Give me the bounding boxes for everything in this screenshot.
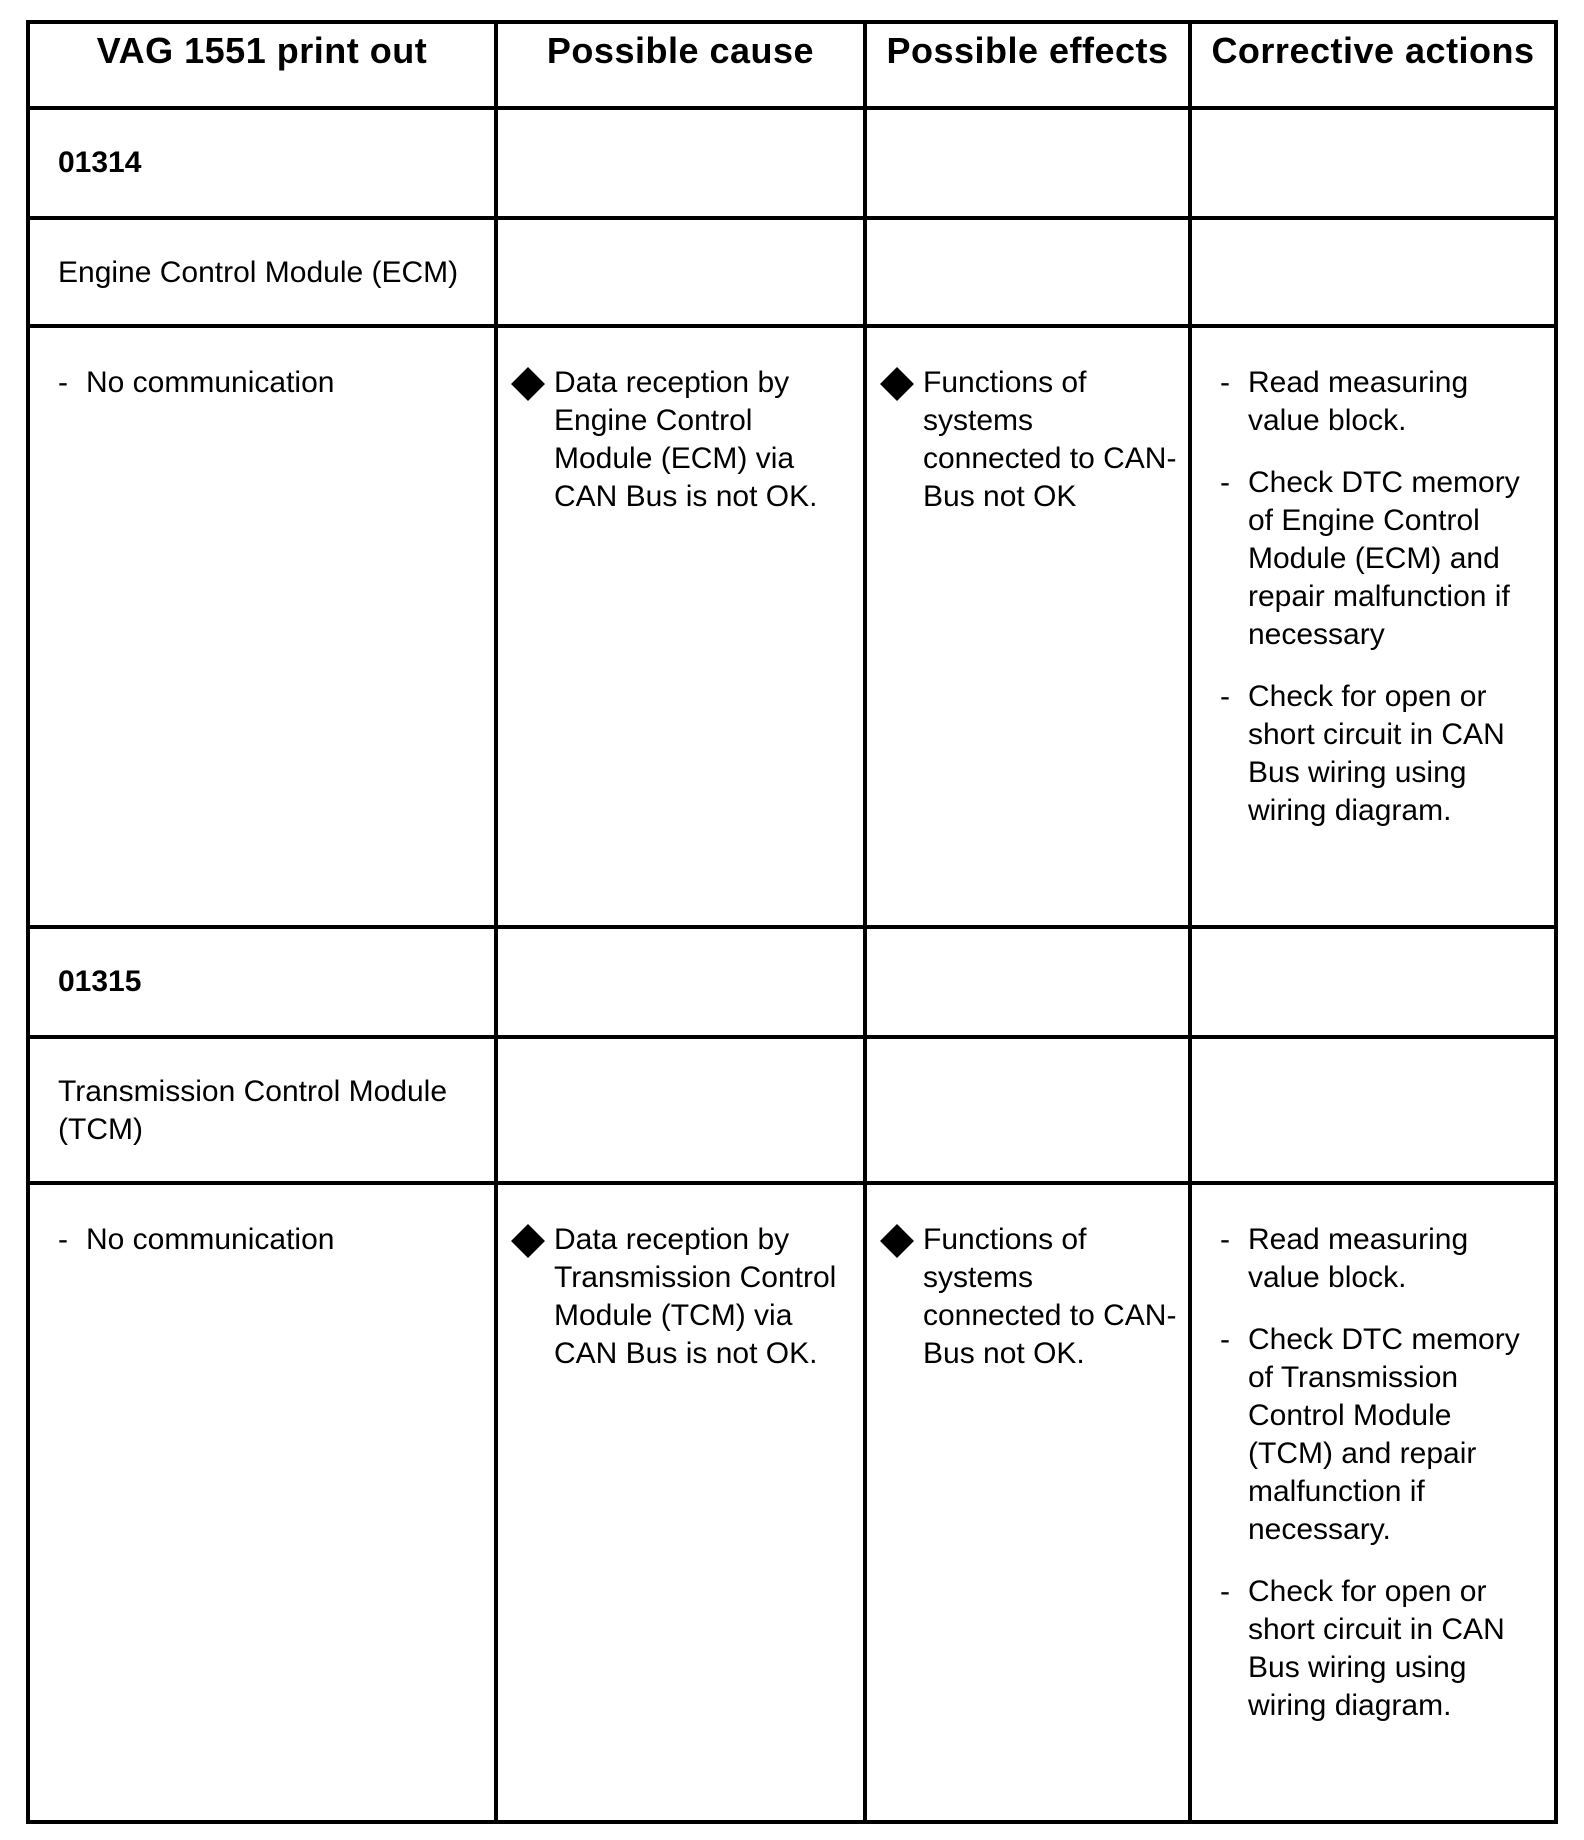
dtc-table bbox=[26, 20, 1558, 1824]
code-row bbox=[28, 108, 1556, 218]
dtc-code: 01314 bbox=[28, 108, 496, 218]
diamond-bullet-icon bbox=[880, 367, 914, 401]
action-item: - Check for open or short circuit in CAN Bus wiring using wiring diagram. bbox=[1220, 1575, 1505, 1722]
header-corrective-actions: Corrective actions bbox=[1190, 22, 1556, 108]
detail-row bbox=[28, 326, 1556, 927]
actions-cell bbox=[1190, 326, 1556, 927]
symptom-text: No communication bbox=[86, 366, 335, 399]
cause-cell bbox=[496, 326, 865, 927]
module-name: Engine Control Module (ECM) bbox=[28, 218, 496, 326]
module-row bbox=[28, 218, 1556, 326]
detail-row bbox=[28, 1183, 1556, 1822]
header-possible-cause: Possible cause bbox=[496, 22, 865, 108]
dtc-code: 01315 bbox=[28, 927, 496, 1037]
action-item: - Check DTC memory of Engine Control Module (ECM) and repair malfunction if necessary bbox=[1220, 466, 1520, 651]
action-item: - Read measuring value block. bbox=[1220, 1223, 1469, 1294]
effect-text: Functions of systems connected to CAN-Bus not OK bbox=[923, 366, 1177, 513]
module-name: Transmission Control Module (TCM) bbox=[28, 1037, 496, 1183]
cause-text: Data reception by Engine Control Module (ECM) via CAN Bus is not OK. bbox=[554, 366, 818, 513]
action-item: - Check for open or short circuit in CAN Bus wiring using wiring diagram. bbox=[1220, 680, 1505, 827]
diamond-bullet-icon bbox=[511, 1224, 545, 1258]
header-row bbox=[28, 22, 1556, 108]
effect-cell bbox=[865, 1183, 1190, 1822]
code-row bbox=[28, 927, 1556, 1037]
symptom-text: No communication bbox=[86, 1223, 335, 1256]
actions-cell bbox=[1190, 1183, 1556, 1822]
symptom-cell: - No communication bbox=[28, 1183, 496, 1822]
effect-cell bbox=[865, 326, 1190, 927]
module-row bbox=[28, 1037, 1556, 1183]
symptom-cell: - No communication bbox=[28, 326, 496, 927]
diamond-bullet-icon bbox=[880, 1224, 914, 1258]
header-vag-print-out: VAG 1551 print out bbox=[28, 22, 496, 108]
cause-text: Data reception by Transmission Control Module (TCM) via CAN Bus is not OK. bbox=[554, 1223, 837, 1370]
effect-text: Functions of systems connected to CAN-Bus not OK. bbox=[923, 1223, 1177, 1370]
cause-cell bbox=[496, 1183, 865, 1822]
action-item: - Read measuring value block. bbox=[1220, 366, 1469, 437]
action-item: - Check DTC memory of Transmission Control Module (TCM) and repair malfunction if necessary. bbox=[1220, 1323, 1520, 1546]
diamond-bullet-icon bbox=[511, 367, 545, 401]
header-possible-effects: Possible effects bbox=[865, 22, 1190, 108]
